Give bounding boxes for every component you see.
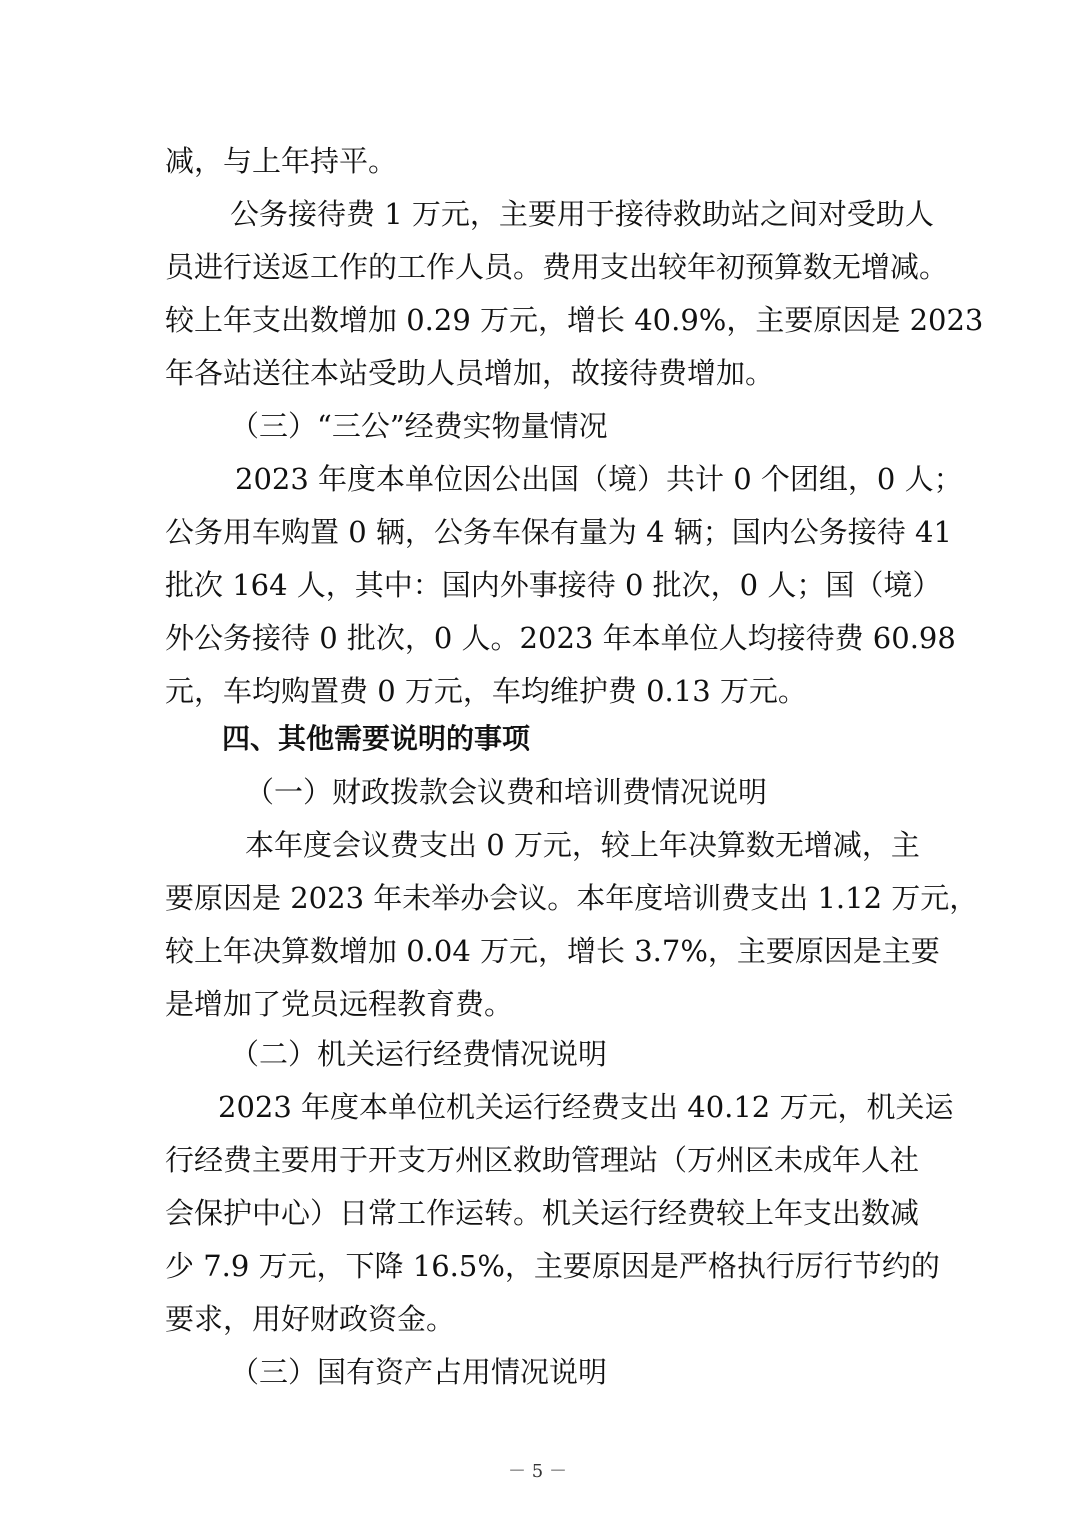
text-line: 较上年支出数增加 0.29 万元，增长 40.9%，主要原因是 2023 [165,303,984,337]
text-line: 批次 164 人，其中：国内外事接待 0 批次，0 人；国（境） [165,568,942,602]
section-heading: （三）“三公”经费实物量情况 [230,409,608,443]
text-line: 公务接待费 1 万元，主要用于接待救助站之间对受助人 [230,197,934,231]
section-heading: （一）财政拨款会议费和培训费情况说明 [245,775,768,809]
text-line: 会保护中心）日常工作运转。机关运行经费较上年支出数减 [165,1196,920,1230]
text-line: 年各站送往本站受助人员增加，故接待费增加。 [165,356,775,390]
text-line: 少 7.9 万元，下降 16.5%，主要原因是严格执行厉行节约的 [165,1249,940,1283]
text-line: 减，与上年持平。 [165,144,398,178]
text-line: 员进行送返工作的工作人员。费用支出较年初预算数无增减。 [165,250,949,284]
page-number: － 5 － [508,1461,567,1482]
text-line: 要求，用好财政资金。 [165,1302,456,1336]
text-line: 元，车均购置费 0 万元，车均维护费 0.13 万元。 [165,674,807,708]
text-line: 本年度会议费支出 0 万元，较上年决算数无增减，主 [245,828,920,862]
text-line: 公务用车购置 0 辆，公务车保有量为 4 辆；国内公务接待 41 [165,515,952,549]
text-line: 2023 年度本单位因公出国（境）共计 0 个团组，0 人； [235,462,963,496]
text-line: 外公务接待 0 批次，0 人。2023 年本单位人均接待费 60.98 [165,621,956,655]
section-heading: （三）国有资产占用情况说明 [230,1355,608,1389]
chapter-heading: 四、其他需要说明的事项 [222,722,531,755]
text-line: 2023 年度本单位机关运行经费支出 40.12 万元，机关运 [218,1090,954,1124]
text-line: 行经费主要用于开支万州区救助管理站（万州区未成年人社 [165,1143,920,1177]
text-line: 要原因是 2023 年未举办会议。本年度培训费支出 1.12 万元， [165,881,979,915]
text-line: 是增加了党员远程教育费。 [165,987,514,1021]
section-heading: （二）机关运行经费情况说明 [230,1037,608,1071]
text-line: 较上年决算数增加 0.04 万元，增长 3.7%，主要原因是主要 [165,934,940,968]
